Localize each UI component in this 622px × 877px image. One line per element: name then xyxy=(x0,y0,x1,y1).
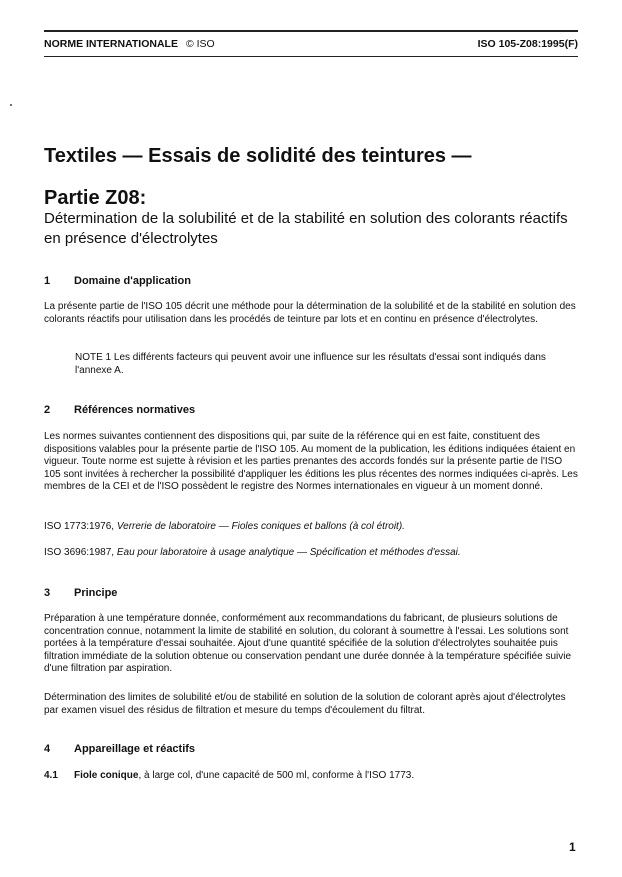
reference-title: Eau pour laboratoire à usage analytique — Spécification et méthodes d'essai. xyxy=(116,547,461,558)
note-1: NOTE 1 Les différents facteurs qui peuvent avoir une influence sur les résultats d'essai sont indiqués dans l'annexe A. xyxy=(75,352,546,376)
running-header xyxy=(44,30,578,57)
reference-title: Verrerie de laboratoire — Fioles coniques et ballons (à col étroit). xyxy=(116,521,405,532)
stray-mark xyxy=(10,104,12,106)
section-number: 1 xyxy=(44,275,51,287)
subclause-text: , à large col, d'une capacité de 500 ml, conforme à l'ISO 1773. xyxy=(138,770,415,781)
page-number: 1 xyxy=(569,840,576,854)
principle-paragraph-1: Préparation à une température donnée, conformément aux recommandations du fabricant, de plusieurs solutions de concentration connue, notamment la limite de stabilité en solution, du colorant à soumettre à l'essai. Les solutions sont portées à la température d'essai souhaitée. Ajout d'une quantité spécifiée de la solution d'électrolytes souhaitée puis filtration immédiate de la solution obtenue ou conservation pendant une durée donnée à la température spécifiée suivie d'une filtration par aspiration. xyxy=(44,613,572,674)
header-copyright: © ISO xyxy=(185,38,215,50)
section-heading-4 xyxy=(44,743,195,755)
document-title: Textiles — Essais de solidité des teintures — xyxy=(44,145,472,167)
section-number: 3 xyxy=(44,587,51,599)
section-number: 4 xyxy=(44,743,51,755)
section-heading-3 xyxy=(44,587,117,599)
header-left xyxy=(44,32,215,56)
header-standard-ref: ISO 105-Z08:1995(F) xyxy=(477,38,578,50)
section-title: Principe xyxy=(74,587,118,599)
part-label: Partie Z08: xyxy=(44,187,147,209)
section-title: Appareillage et réactifs xyxy=(74,743,196,755)
reference-item xyxy=(44,547,579,560)
subclause-number: 4.1 xyxy=(44,770,58,781)
section-number: 2 xyxy=(44,404,51,416)
section-heading-1 xyxy=(44,275,191,287)
subclause-4-1 xyxy=(44,770,579,783)
header-left-label: NORME INTERNATIONALE xyxy=(44,38,178,50)
section-title: Références normatives xyxy=(74,404,196,416)
reference-code: ISO 3696:1987, xyxy=(44,547,115,558)
reference-item xyxy=(44,521,579,534)
section-heading-2 xyxy=(44,404,195,416)
document-subtitle: Détermination de la solubilité et de la stabilité en solution des colorants réactifs en présence d'électrolytes xyxy=(44,210,568,247)
subclause-term: Fiole conique xyxy=(74,770,139,781)
scope-paragraph: La présente partie de l'ISO 105 décrit une méthode pour la détermination de la solubilité et de la stabilité en solution des colorants réactifs pour utilisation dans les procédés de teinture par lots et en continu en présence d'électrolytes. xyxy=(44,301,576,325)
reference-code: ISO 1773:1976, xyxy=(44,521,115,532)
section-title: Domaine d'application xyxy=(74,275,191,287)
normative-references-paragraph: Les normes suivantes contiennent des dispositions qui, par suite de la référence qui en est faite, constituent des dispositions valables pour la présente partie de l'ISO 105. Au moment de la publication, les éditions indiquées étaient en vigueur. Toute norme est sujette à révision et les parties prenantes des accords fondés sur la présente partie de l'ISO 105 sont invitées à rechercher la possibilité d'appliquer les éditions les plus récentes des normes indiquées ci-après. Les membres de la CEI et de l'ISO possèdent le registre des Normes internationales en vigueur à un moment donné. xyxy=(44,431,578,492)
principle-paragraph-2: Détermination des limites de solubilité et/ou de stabilité en solution de la solution de colorant après ajout d'électrolytes par examen visuel des résidus de filtration et mesure du temps d'écoulement du filtrat. xyxy=(44,692,566,716)
